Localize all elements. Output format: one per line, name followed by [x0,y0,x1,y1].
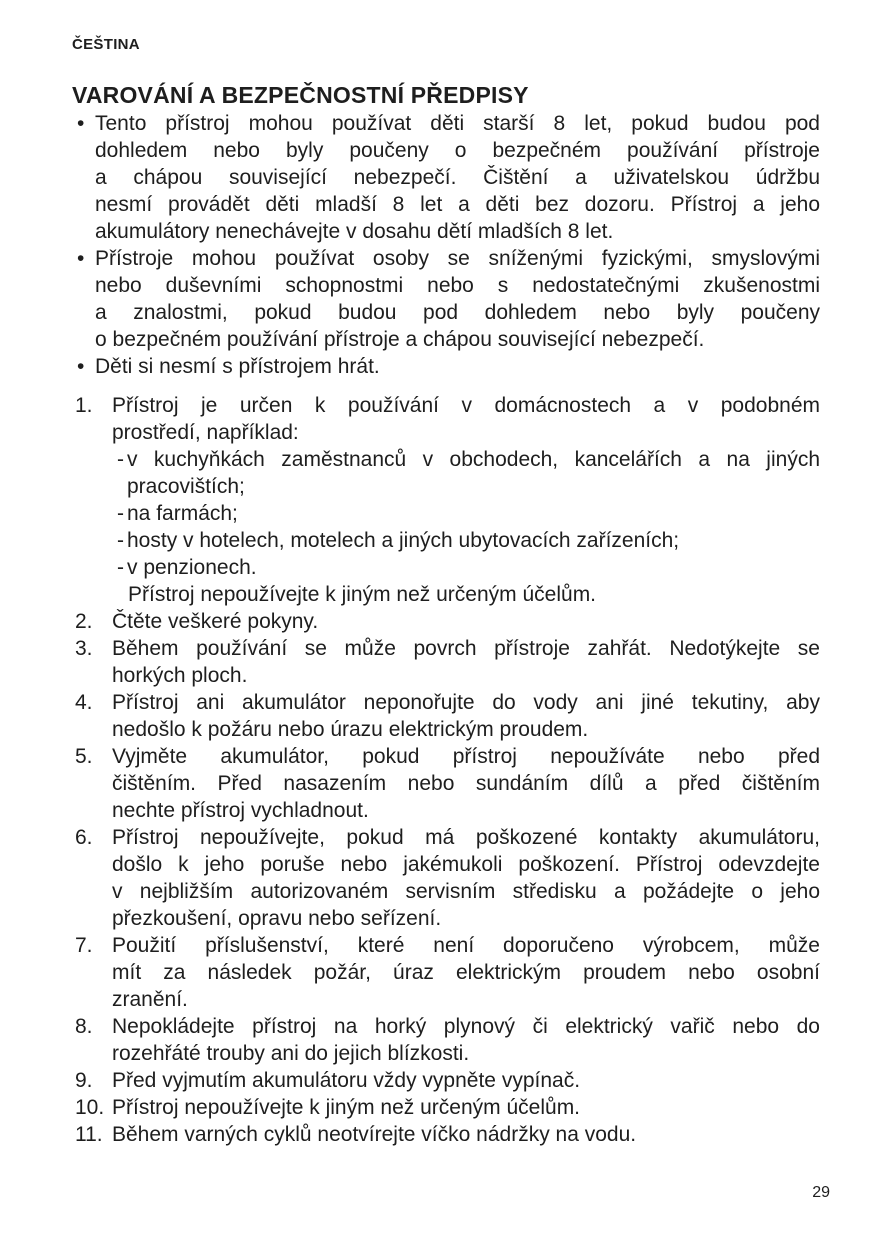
instruction-item [72,1013,820,1067]
text-line: Přístroj nepoužívejte k jiným než určeným účelům. [112,1096,581,1119]
text-line: Během varných cyklů neotvírejte víčko nádržky na vodu. [112,1123,637,1146]
sub-item [112,500,820,527]
sub-item [112,527,820,554]
sub-item-text [127,446,820,500]
item-number: 9. [75,1069,93,1092]
item-number: 8. [75,1015,93,1038]
item-number: 1. [75,394,93,417]
instruction-item [72,824,820,932]
dash-icon: - [117,502,124,525]
page-content [72,36,820,1148]
text-line: nechte přístroj vychladnout. [112,799,369,822]
text-line: na farmách; [127,502,238,525]
text-line: prostředí, například: [112,421,299,444]
warning-item [72,353,820,380]
instruction-item [72,392,820,608]
text-line: v kuchyňkách zaměstnanců v obchodech, kancelářích a na jiných [127,448,820,471]
warning-bullet-list [72,110,820,380]
warning-item [72,245,820,353]
instruction-text [112,932,820,1013]
item-number: 6. [75,826,93,849]
text-line: v penzionech. [127,556,257,579]
text-line: a chápou související nebezpečí. Čištění a uživatelskou údržbu [95,166,820,189]
page-number: 29 [812,1184,830,1201]
instruction-numbered-list [72,392,820,1148]
instruction-item [72,743,820,824]
sub-item-text [127,527,820,554]
text-line: došlo k jeho poruše nebo jakémukoli poškození. Přístroj odevzdejte [112,853,820,876]
item-number: 10. [75,1096,105,1119]
instruction-item [72,1067,820,1094]
language-label: ČEŠTINA [72,36,140,53]
text-line: nebo duševními schopnostmi nebo s nedostatečnými zkušenostmi [95,274,820,297]
note-line: Přístroj nepoužívejte k jiným než určeným účelům. [128,583,597,606]
text-line: a znalostmi, pokud budou pod dohledem nebo byly poučeny [95,301,820,324]
text-line: Přístroj ani akumulátor neponořujte do vody ani jiné tekutiny, aby [112,691,820,714]
text-line: Během používání se může povrch přístroje zahřát. Nedotýkejte se [112,637,820,660]
text-line: Tento přístroj mohou používat děti starší 8 let, pokud budou pod [95,112,820,135]
text-line: čištěním. Před nasazením nebo sundáním dílů a před čištěním [112,772,820,795]
warning-text [95,245,820,353]
dash-icon: - [117,448,124,471]
item-number: 4. [75,691,93,714]
sub-item [112,554,820,581]
text-line: dohledem nebo byly poučeny o bezpečném používání přístroje [95,139,820,162]
text-line: nesmí provádět děti mladší 8 let a děti bez dozoru. Přístroj a jeho [95,193,820,216]
instruction-text [112,1067,820,1094]
instruction-text [112,824,820,932]
dash-icon: - [117,529,124,552]
instruction-text [112,1121,820,1148]
text-line: hosty v hotelech, motelech a jiných ubytovacích zařízeních; [127,529,680,552]
dash-icon: - [117,556,124,579]
item-number: 5. [75,745,93,768]
text-line: rozehřáté trouby ani do jejich blízkosti. [112,1042,470,1065]
item-number: 2. [75,610,93,633]
text-line: horkých ploch. [112,664,248,687]
text-line: v nejbližším autorizovaném servisním středisku a požádejte o jeho [112,880,820,903]
warning-item [72,110,820,245]
text-line: nedošlo k požáru nebo úrazu elektrickým proudem. [112,718,589,741]
text-line: Použití příslušenství, které není doporučeno výrobcem, může [112,934,820,957]
sub-item-text [127,554,820,581]
text-line: Před vyjmutím akumulátoru vždy vypněte vypínač. [112,1069,581,1092]
text-line: Čtěte veškeré pokyny. [112,610,319,633]
text-line: zranění. [112,988,188,1011]
instruction-text [112,392,820,608]
bullet-icon: • [77,355,85,378]
text-line: Přístroje mohou používat osoby se sníženými fyzickými, smyslovými [95,247,820,270]
text-line: Děti si nesmí s přístrojem hrát. [95,355,380,378]
text-line: přezkoušení, opravu nebo seřízení. [112,907,442,930]
warning-text [95,110,820,245]
instruction-text [112,743,820,824]
text-line: akumulátory nenechávejte v dosahu dětí mladších 8 let. [95,220,614,243]
bullet-icon: • [77,112,85,135]
text-line: Vyjměte akumulátor, pokud přístroj nepoužíváte nebo před [112,745,820,768]
instruction-text [112,635,820,689]
text-line: Přístroj je určen k používání v domácnostech a v podobném [112,394,820,417]
item-number: 11. [75,1123,103,1146]
instruction-item [72,635,820,689]
text-line: mít za následek požár, úraz elektrickým proudem nebo osobní [112,961,820,984]
bullet-icon: • [77,247,85,270]
instruction-text [112,1013,820,1067]
instruction-text [112,608,820,635]
instruction-text [112,689,820,743]
instruction-item [72,1094,820,1121]
warning-text [95,353,820,380]
instruction-item [72,608,820,635]
instruction-item [72,689,820,743]
sub-item-text [127,500,820,527]
instruction-text [112,1094,820,1121]
text-line: pracovištích; [127,475,245,498]
page-title: VAROVÁNÍ A BEZPEČNOSTNÍ PŘEDPISY [72,82,529,108]
text-line: Přístroj nepoužívejte, pokud má poškozené kontakty akumulátoru, [112,826,820,849]
instruction-item [72,1121,820,1148]
instruction-item [72,932,820,1013]
text-line: o bezpečném používání přístroje a chápou související nebezpečí. [95,328,705,351]
item-number: 7. [75,934,93,957]
item-number: 3. [75,637,93,660]
sub-item [112,446,820,500]
text-line: Nepokládejte přístroj na horký plynový či elektrický vařič nebo do [112,1015,820,1038]
